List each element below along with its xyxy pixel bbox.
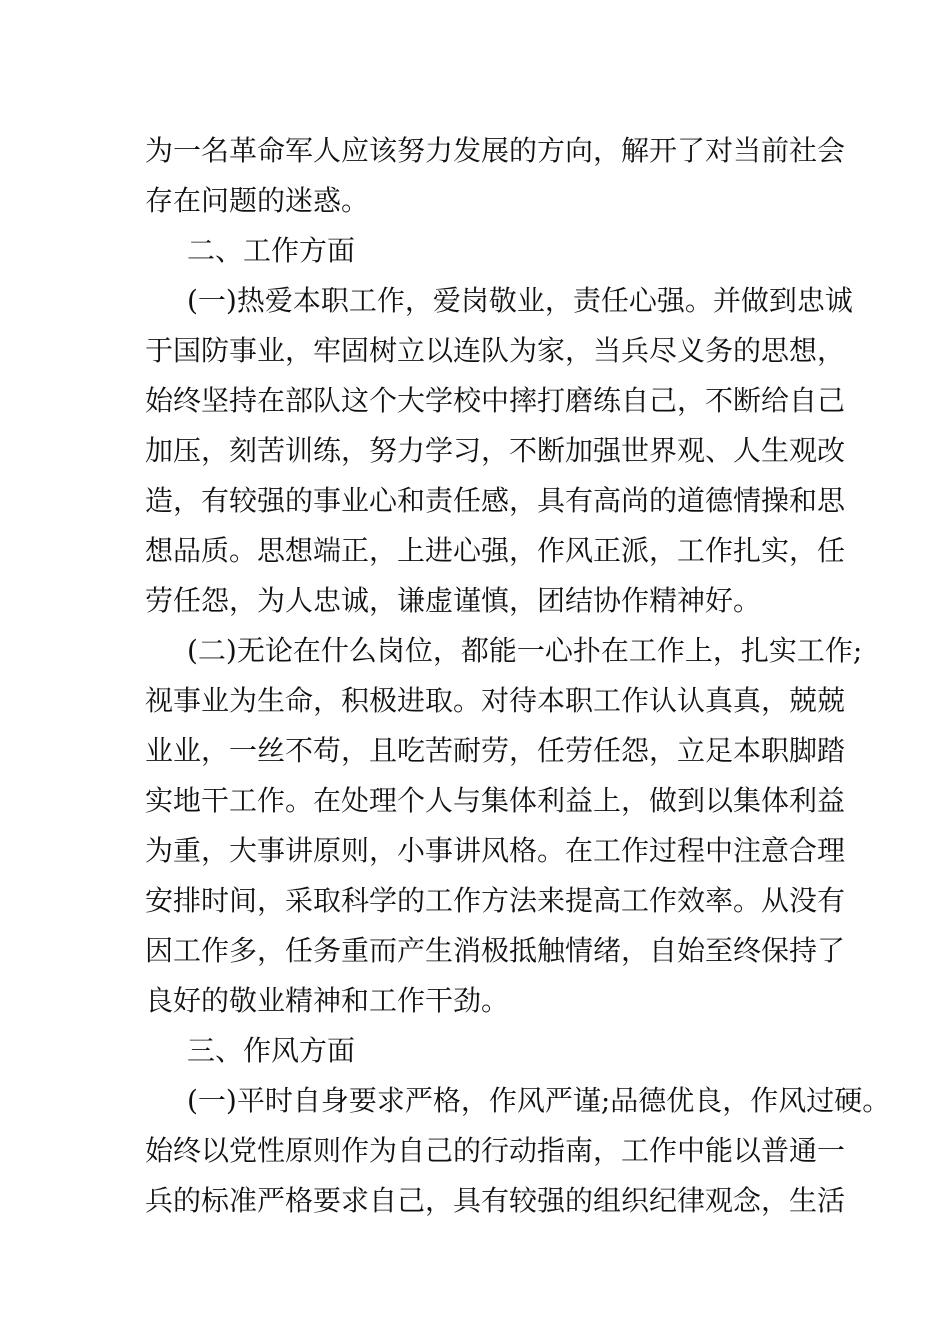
text-line: 于国防事业，牢固树立以连队为家，当兵尽义务的思想， bbox=[145, 334, 846, 367]
section-heading: 三、作风方面 bbox=[187, 1034, 356, 1067]
text-line: 存在问题的迷惑。 bbox=[145, 184, 370, 217]
text-line: 为重，大事讲原则，小事讲风格。在工作过程中注意合理 bbox=[145, 834, 846, 867]
text-line: 实地干工作。在处理个人与集体利益上，做到以集体利益 bbox=[145, 784, 846, 817]
text-line: 加压，刻苦训练，努力学习，不断加强世界观、人生观改 bbox=[145, 434, 846, 467]
text-line: 安排时间，采取科学的工作方法来提高工作效率。从没有 bbox=[145, 884, 846, 917]
section-heading: 二、工作方面 bbox=[187, 234, 356, 267]
text-line: 业业，一丝不苟，且吃苦耐劳，任劳任怨，立足本职脚踏 bbox=[145, 734, 846, 767]
text-line: 造，有较强的事业心和责任感，具有高尚的道德情操和思 bbox=[145, 484, 846, 517]
text-line: 视事业为生命，积极进取。对待本职工作认认真真，兢兢 bbox=[145, 684, 846, 717]
text-line: 兵的标准严格要求自己，具有较强的组织纪律观念，生活 bbox=[145, 1184, 846, 1217]
text-line: 始终坚持在部队这个大学校中摔打磨练自己，不断给自己 bbox=[145, 384, 846, 417]
text-line: (一)平时自身要求严格，作风严谨;品德优良，作风过硬。 bbox=[187, 1084, 891, 1117]
text-line: 良好的敬业精神和工作干劲。 bbox=[145, 984, 510, 1017]
text-line: 始终以党性原则作为自己的行动指南，工作中能以普通一 bbox=[145, 1134, 846, 1167]
text-line: (二)无论在什么岗位，都能一心扑在工作上，扎实工作; bbox=[187, 634, 863, 667]
text-line: 因工作多，任务重而产生消极抵触情绪，自始至终保持了 bbox=[145, 934, 846, 967]
text-line: 想品质。思想端正，上进心强，作风正派，工作扎实，任 bbox=[145, 534, 846, 567]
text-line: (一)热爱本职工作，爱岗敬业，责任心强。并做到忠诚 bbox=[187, 284, 853, 317]
text-line: 为一名革命军人应该努力发展的方向，解开了对当前社会 bbox=[145, 134, 846, 167]
text-line: 劳任怨，为人忠诚，谦虚谨慎，团结协作精神好。 bbox=[145, 584, 762, 617]
